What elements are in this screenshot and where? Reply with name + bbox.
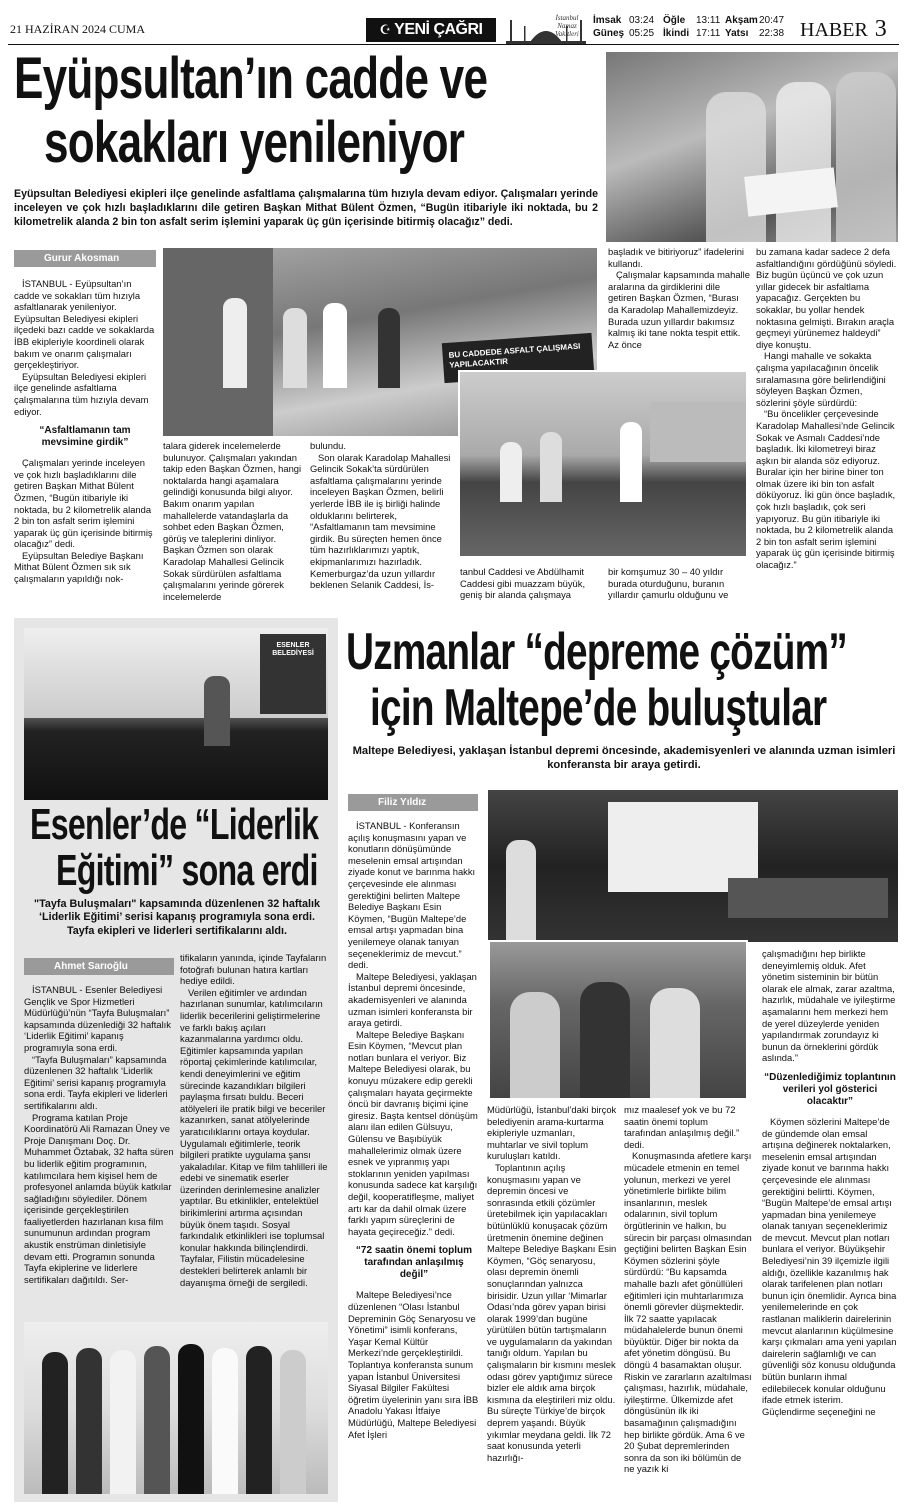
article3-headline-line2: için Maltepe’de buluştular <box>370 679 827 737</box>
article2-headline-line1: Esenler’de “Liderlik <box>30 800 319 849</box>
section-label: HABER <box>800 19 868 41</box>
article3-lead: Maltepe Belediyesi, yaklaşan İstanbul depremi öncesinde, akademisyenleri ve alanında uzman isimleri konferansta bir araya getirdi. <box>352 745 896 771</box>
article1-lead: Eyüpsultan Belediyesi ekipleri ilçe genelinde asfaltlama çalışmalarına tüm hızıyla devam ediyor. Çalışmaları yerinde inceleyen ve çok hızlı başladıklarını dile getiren Başkan Mithat Bülent Özmen, “Bugün itibariyle iki noktada, bu 2 kilometrelik alanda 2 bin ton asfalt serim işlemini yaparak üç gün içerisinde bitirmiş olacağız” dedi. <box>14 188 598 228</box>
article3-subheading-1: “72 saatin önemi toplum tarafından anlaşılmış değil” <box>355 1245 473 1281</box>
article1-col1-para4: Eyüpsultan Belediye Başkanı Mithat Bülent Özmen sık sık çalışmaların yapıldığı nok- <box>14 549 144 585</box>
article2-col1-para3: Programa katılan Proje Koordinatörü Ali Ramazan Üney ve Proje Danışmanı Doç. Dr. Muhammet Öztabak, 32 hafta süren bu liderlik eğitim programının, katılımcılara hem kişisel hem de profesyonel anlamda büyük katkılar sağladığını söylediler. Dönem içerisinde gerçekleştirilen faaliyetlerden hazırlanan kısa film sunumunun ardından program akustik enstrüman dinletisiyle devam etti. Programın sonunda Tayfa ekiplerine ve liderlere sertifikaları dağıtıldı. Ser- <box>24 1111 174 1285</box>
article1-col5-bottom-text: bir komşumuz 30 – 40 yıldır burada oturduğunu, buranın yıllardır çamurlu olduğunu ve <box>608 566 729 601</box>
article1-col3-para1: bulundu. <box>310 440 346 451</box>
prayer-gunes-time: 05:25 <box>629 28 655 39</box>
prayer-ikindi-time: 17:11 <box>696 28 721 39</box>
article3-headline-line1: Uzmanlar “depreme çözüm” <box>346 623 847 681</box>
article3-col2 <box>487 1104 617 1502</box>
article2-photo-hall <box>24 628 328 800</box>
masthead-rule <box>8 44 899 45</box>
article3-col3 <box>624 1104 752 1502</box>
article1-headline-line2: sokakları yenileniyor <box>44 110 465 175</box>
article3-photo-audience <box>488 940 748 1100</box>
article1-col2-text: talara giderek incelemelerde bulunuyor. Çalışmaları yakından takip eden Başkan Özmen, hangi noktalarda hangi aşamalara gelindiği konusunda bilgi alıyor. Bakım onarım yapılan mahallelerde vatandaşlarla da sohbet eden Başkan Özmen, görüş ve taleplerini dinliyor. Başkan Özmen son olarak Karadolap Mahallesi Gelincik Sokak sürdürülen asfaltlama çalışmalarını yerinde görerek incelemelerde <box>163 440 302 602</box>
article2-lead: "Tayfa Buluşmaları" kapsamında düzenlenen 32 haftalık ‘Liderlik Eğitimi’ serisi kapanış programıyla sona erdi. Tayfa ekipleri ve liderleri sertifikalarını aldı. <box>33 898 321 937</box>
prayer-yatsi-name: Yatsı <box>725 28 749 39</box>
article1-photo-officials <box>606 52 898 242</box>
article1-col6 <box>756 246 898 612</box>
article1-col3-para2: Son olarak Karadolap Mahallesi Gelincik Sokak’ta sürdürülen asfaltlama çalışmalarını yerinde inceleyen Başkan Özmen, belirli yerlerde İBB ile iş birliği halinde olduklarını belirterek, “Asfaltlamanın tam mevsimine girdik. Bu süreçten hemen önce tüm hazırlıklarımızı yaptık, ekipmanlarımızı hazırladık. Kemerburgaz’da uzun yıllardır beklenen Selanik Caddesi, İs- <box>310 451 451 591</box>
section-name <box>800 16 887 43</box>
paper-logo-text: YENİ ÇAĞRI <box>394 21 483 38</box>
prayer-yatsi-time: 22:38 <box>759 28 785 39</box>
article1-col1-para2: Eyüpsultan Belediyesi ekipleri ilçe genelinde asfaltlama çalışmalarına tüm hızıyla devam ediyor. <box>14 370 149 417</box>
article1-col4-para1: başladık ve bitiriyoruz” ifadelerini kullandı. <box>608 246 744 269</box>
article3-col1 <box>348 820 480 1502</box>
issue-date: 21 HAZİRAN 2024 CUMA <box>10 22 145 36</box>
article2-byline: Ahmet Sarıoğlu <box>24 958 174 975</box>
prayer-aksam-time: 20:47 <box>759 15 785 26</box>
article1-subheading-1: “Asfaltlamanın tam mevsimine girdik” <box>39 425 131 449</box>
article3-subheading-2: “Düzenlediğimiz toplantının verileri yol gösterici olacaktır” <box>764 1071 896 1107</box>
article3-col1-para1: İSTANBUL - Konferansın açılış konuşmasını yapan ve konutların dönüşümünde meselenin emsal artışından ziyade konut ve barınma hakkı çerçevesinde ele alınması gerektiğini belirten Maltepe Belediye Başkanı Esin Köymen, “Bugün Maltepe’de emsal artışı yapmadan bina yenilemeye olanak tanıyan seçeneklerimiz de mevcut.” dedi. <box>348 820 476 971</box>
masthead <box>0 0 907 46</box>
article1-col6-para1: bu zamana kadar sadece 2 defa asfaltlandığını gördüğünü söyledi. Biz bugün üçüncü ve çok uzun yıllar gidecek bir asfaltlama yapacağız. Gerçekten bu sokaklar, bu yollar hendek noktasına gelmişti. Bırakın araçla geçmeyi yürünemez haldeydi” diye konuştu. <box>756 246 897 350</box>
article1-col5-bottom <box>608 566 750 612</box>
page-number: 3 <box>874 16 887 42</box>
article2-col2-para2: Verilen eğitimler ve ardından hazırlanan sunumlar, katılımcıların liderlik becerilerini geliştirmelerine ve farklı bakış açıları kazanmalarına yardımcı oldu. Eğitimler kapsamında yapılan röportaj çekimlerinde katılımcılar, kendi deneyimlerini ve eğitim sürecinde kazandıkları bilgileri paylaşma fırsatı buldu. Beceri atölyeleri ile pratik bilgi ve beceriler kazanırken, sanat atölyelerinde yaratıcılıklarını ortaya koydular. Uygulamalı eğitimlerle, teorik bilgileri pratikte uygulama şansı yakaladılar. Kitap ve film tahlilleri ile edebi ve sinematik eserler üzerinden derinlemesine analizler yaptılar. Bu etkinlikler, entelektüel birikimlerini artırma açısından büyük önem taşıdı. Sosyal farkındalık etkinlikleri ise toplumsal konular hakkında bilinçlendirdi. Tayfalar, Filistin mücadelesine destekleri belirterek anlamlı bir dayanışma örneği de sergiledi. <box>180 986 328 1288</box>
article2-photo-group <box>24 1322 328 1494</box>
article3-col2-para1: Müdürlüğü, İstanbul’daki birçok belediyenin arama-kurtarma ekipleriyle uzmanları, muhtarlar ve sivil toplum kuruluşları katıldı. <box>487 1104 617 1162</box>
article1-col4-top <box>608 246 750 370</box>
article3-col4-para1: çalışmadığını hep birlikte deneyimlemiş olduk. Afet yönetim sisteminin bir bütün olarak ele almak, zarar azaltma, hazırlık, müdahale ve iyileştirme aşamalarını hem merkezi hem de yerel düzeylerde yeniden yapılandırmak zorundayız ki bunun da örneklerini gördük aslında.” <box>762 948 896 1064</box>
prayer-imsak-time: 03:24 <box>629 15 655 26</box>
article2-col2 <box>180 952 328 1316</box>
article1-col2 <box>163 440 303 612</box>
article2-banner-text: ESENLER BELEDİYESİ <box>272 642 314 657</box>
article2-headline-line2: Eğitimi” sona erdi <box>56 846 318 895</box>
article1-col4-para2: Çalışmalar kapsamında mahalle aralarına da girdiklerini dile getiren Başkan Özmen, “Burası da Karadolap Mahallemizdeyiz. Burada uzun yıllardır bakımsız kalmış iki tane nokta tespit ettik. Az önce <box>608 269 750 350</box>
prayer-gunes-name: Güneş <box>593 28 625 39</box>
article3-col4 <box>762 948 898 1502</box>
article2-col2-para1: tifikaların yanında, içinde Tayfaların fotoğrafı bulunan hatıra kartları hediye edildi. <box>180 952 327 987</box>
prayer-times-grid <box>593 14 788 42</box>
article3-col3-para2: Konuşmasında afetlere karşı mücadele etmenin en temel yolunun, merkezi ve yerel yönetimlerle birlikte bilim insanlarının, meslek odalarının, sivil toplum örgütlerinin ve halkın, bu sürecin bir parçası olmasından geçtiğini belirten Başkan Esin Köymen sözlerini şöyle sürdürdü: “Bu kapsamda mahalle bazlı afet gönüllüleri eğitimleri için muhtarlarımıza önemli görevler düşmektedir. İlk 72 saatte yapılacak müdahalelerde bunun önemi büyüktür. Diğer bir nokta da afet yönetim döngüsü. Bu döngü 4 basamaktan oluşur. Riskin ve zararların azaltılması çalışması, hazırlık, müdahale, iyileştirme. Ülkemizde afet döngüsünün ilk iki basamağının çalışmadığını hep birlikte gördük. Ama 6 ve 20 Şubat depremlerinden sonra da son iki bölümün de ne yazık ki <box>624 1150 752 1475</box>
prayer-box-label: İstanbul Namaz Vakitleri <box>555 14 579 38</box>
article1-col3 <box>310 440 452 612</box>
article1-col6-para2: Hangi mahalle ve sokakta çalışma yapılacağının öncelik sıralamasına göre belirlendiğini söyleyen Başkan Özmen, sözlerini şöyle sürdürdü: <box>756 350 886 408</box>
crescent-icon: ☪ <box>379 22 392 37</box>
article3-col1-para4: Maltepe Belediyesi’nce düzenlenen “Olası İstanbul Depreminin Göç Senaryosu ve Yönetimi” isimli konferans, Yaşar Kemal Kültür Merkezi’nde gerçekleştirildi. Toplantıya konferansta sunum yapan İstanbul Üniversitesi Siyasal Bilgiler Fakültesi öğretim üyelerinin yanı sıra İBB Anadolu Yakası İtfaiye Müdürlüğü, Maltepe Belediyesi Afet İşleri <box>348 1289 479 1440</box>
prayer-ogle-name: Öğle <box>663 15 686 26</box>
article3-col3-para1: mız maalesef yok ve bu 72 saatin önemi toplum tarafından anlaşılmış değil.” dedi. <box>624 1104 740 1150</box>
article2-col1-para2: “Tayfa Buluşmaları” kapsamında düzenlenen 32 haftalık ‘Liderlik Eğitimi’ serisi kapanış programıyla sona erdi. Tayfa ekipleri ve liderleri sertifikalarını aldı. <box>24 1053 168 1111</box>
article3-col2-para2: Toplantının açılış konuşmasını yapan ve depremin öncesi ve sonrasında etkili çözümler üretebilmek için yapılacakları bütünlüklü konuşacak çözüm üretmenin önemine değinen Maltepe Belediye Başkanı Esin Köymen, “Göç senaryosu, olası depremin önemli sonuçlarından yalnızca birisidir. Uzun yıllar ‘Mimarlar Odası’nda görev yapan birisi olarak 1999’dan bugüne yürütülen bütün tartışmaların ve uygulamaların da yakından tanığı oldum. Yapılan bu çalışmaların bir kısmını meslek odası görev yaptığımız sürece bizler ele aldık ama birçok kısmına da eleştirileri miz oldu. Bu süreçte Türkiye’de birçok deprem yaşandı. Büyük yıkımlar meydana geldi. İlk 72 saat konusunda yeterli hazırlığı- <box>487 1161 617 1463</box>
prayer-aksam-name: Akşam <box>725 15 758 26</box>
prayer-ikindi-name: İkindi <box>663 28 690 39</box>
article3-byline: Filiz Yıldız <box>348 794 478 811</box>
article1-col4-bottom <box>460 566 600 612</box>
prayer-imsak-name: İmsak <box>593 15 622 26</box>
article1-col4-bottom-text: tanbul Caddesi ve Abdülhamit Caddesi gibi muazzam büyük, geniş bir alanda çalışmaya <box>460 566 586 601</box>
prayer-ogle-time: 13:11 <box>696 15 721 26</box>
article3-col1-para2: Maltepe Belediyesi, yaklaşan İstanbul depremi öncesinde, akademisyenleri ve alanında uzman isimleri konferansta bir araya getirdi. <box>348 970 477 1029</box>
article2-col1-para1: İSTANBUL - Esenler Belediyesi Gençlik ve Spor Hizmetleri Müdürlüğü’nün “Tayfa Buluşmaları” kapsamında düzenlediği 32 haftalık ‘Liderlik Eğitimi’ kapanış programıyla sona erdi. <box>24 984 171 1053</box>
article2-col1 <box>24 984 174 1316</box>
article1-photo-asphalt-work <box>458 370 748 558</box>
asphalt-sign-text: BU CADDEDE ASFALT ÇALIŞMASI YAPILACAKTIR <box>448 341 581 370</box>
article1-col6-para3: “Bu öncelikler çerçevesinde Karadolap Mahallesi’nde Gelincik Sokak ve Asmalı Caddesi’nde başladık. İki kilometreyi biraz aşkın bir alanda söz ediyoruz. Buralar için her birine biner ton olmak üzere iki bin ton asfalt döküyoruz. İki gün önce başladık, çok hızlı başladık, çok seri yapıyoruz. Bu gün itibariyle iki noktada, bu 2 kilometrelik alanda 2 bin ton asfalt serim işlemini yaparak üç gün içerisinde bitirmiş olacağız.” <box>756 408 896 571</box>
article3-col4-para2: Köymen sözlerini Maltepe’de de gündemde olan emsal artışına değinerek noktalarken, meselenin emsal artışından ziyade konut ve barınma hakkı çerçevesinde ele alınması gerektiğini belirtti. Köymen, “Bugün Maltepe’de emsal artışı yapmadan bina yenilemeye olanak tanıyan seçeneklerimiz de mevcut. Mevcut plan notları bunlara el veriyor. Büyükşehir Belediyesi’nin 39 ilçemizle ilgili aldığı, özellikle kazanılmış hak olarak tarifelenen plan notları bunun için önemlidir. Ayrıca bina yenilemelerinde en çok rastlanan maliklerin dairelerinin mevcut alanlarının küçülmesine karşı çıkmaları ama yeni yapılan dairelerin sağlamlığı ve can güvenliği söz konusu olduğunda bütün bunların ihmal edilebilecek konular olduğunu ifade etmek isterim. Güçlendirme seçeneğini ne <box>762 1115 897 1417</box>
article1-col1-para3: Çalışmaları yerinde inceleyen ve çok hızlı başladıklarını dile getiren Başkan Mithat Bülent Özmen, “Bugün itibariyle iki noktada, bu 2 kilometrelik alanda 2 bin ton asfalt serim işlemini yaparak üç gün içerisinde bitirmiş olacağız” dedi. <box>14 457 153 550</box>
article3-photo-stage <box>488 790 898 942</box>
article1-byline: Gurur Akosman <box>14 250 156 267</box>
article1-headline-line1: Eyüpsultan’ın cadde ve <box>14 46 488 111</box>
paper-logo <box>366 18 496 42</box>
article1-col1 <box>14 278 156 613</box>
article1-col1-para1: İSTANBUL - Eyüpsultan’ın cadde ve sokakları tüm hızıyla asfaltlanarak yenileniyor. Eyüpsultan Belediyesi ekipleri ilçedeki bazı cadde ve sokaklarda İBB ekipleriyle koordineli olarak bakım ve onarım çalışmaları gerçekleştiriyor. <box>14 278 155 371</box>
article3-col1-para3: Maltepe Belediye Başkanı Esin Köymen, “Mevcut plan notları bunlara el veriyor. Biz Maltepe Belediyesi olarak, bu konuyu müzakere edip gerekli çalışmaları hayata geçirmekte öncü bir davranış biçimi içine giresiz. Başta kentsel dönüşüm alanı ilan edilen Gülsuyu, Gülensu ve Başıbüyük mahallelerimiz olmak üzere esnek ve yıpranmış yapı stoklarının yeniden yapılması konusunda sadece kat karşılığı değil, kooperatifleşme, maliyet artı kar da dahil olmak üzere farklı yapım süreçlerini de hayata geçireceğiz.” dedi. <box>348 1028 478 1237</box>
